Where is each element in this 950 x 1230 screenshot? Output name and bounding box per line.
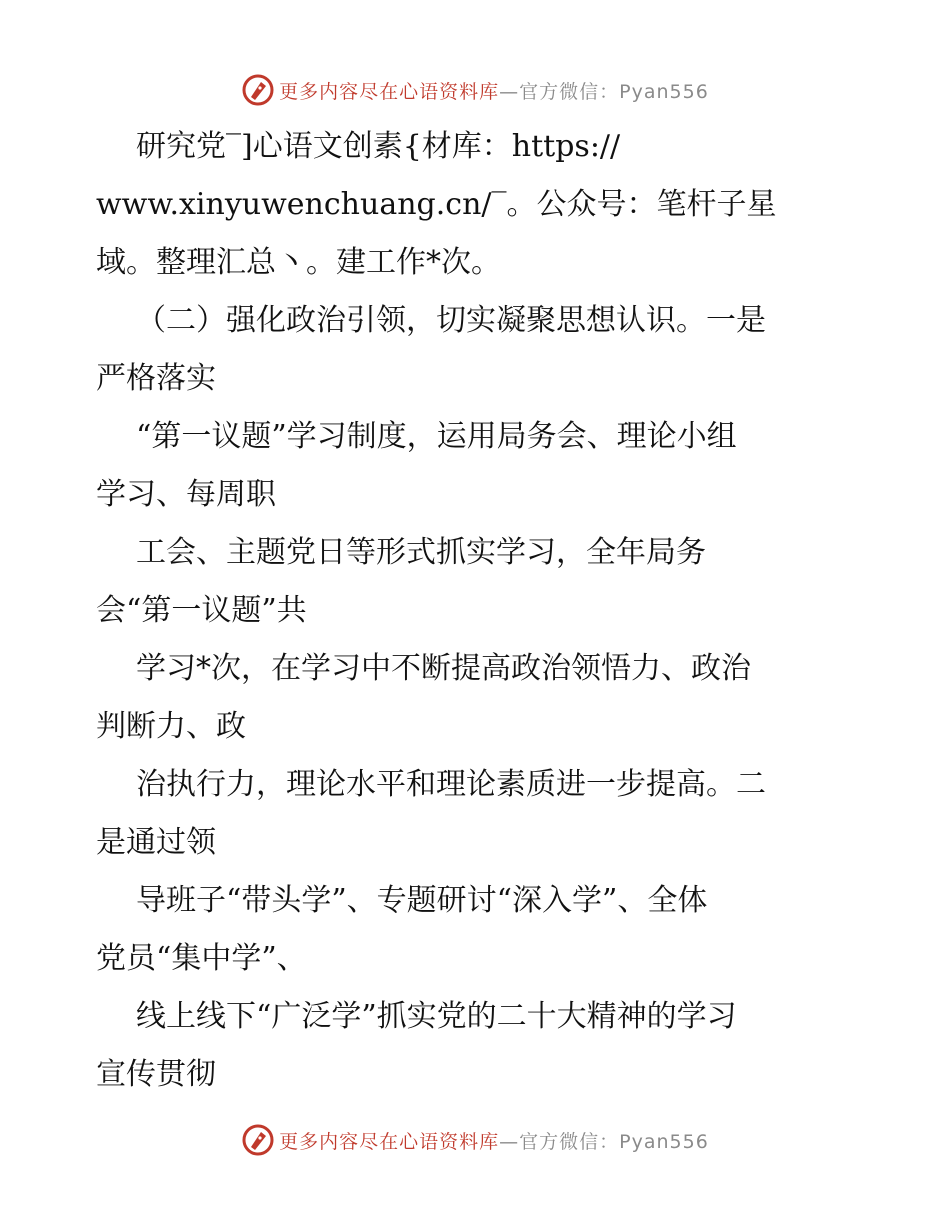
header-watermark <box>0 70 950 110</box>
text-line: “第一议题”学习制度，运用局务会、理论小组 <box>136 419 737 454</box>
text-line: 线上线下“广泛学”抓实党的二十大精神的学习 <box>136 999 737 1034</box>
text-line: 研究党‾]心语文创素{材库：https:// <box>136 129 621 164</box>
text-line: 学习*次，在学习中不断提高政治领悟力、政治 <box>136 651 751 686</box>
text-line: www.xinyuwenchuang.cn/‾。公众号：笔杆子星 <box>96 187 777 222</box>
text-line: 判断力、政 <box>96 709 246 744</box>
text-line: 导班子“带头学”、专题研讨“深入学”、全体 <box>136 883 708 918</box>
text-line: 会“第一议题”共 <box>96 593 307 628</box>
text-line: 域。整理汇总丶。建工作*次。 <box>96 245 501 280</box>
text-line: 是通过领 <box>96 825 216 860</box>
footer-watermark <box>0 1120 950 1160</box>
text-line: 工会、主题党日等形式抓实学习，全年局务 <box>136 535 706 570</box>
pen-nib-circle-icon <box>241 73 275 107</box>
text-line: 治执行力，理论水平和理论素质进一步提高。二 <box>136 767 766 802</box>
document-body <box>96 118 866 1104</box>
text-line: 宣传贯彻 <box>96 1057 216 1092</box>
watermark-text: 更多内容尽在心语资料库—官方微信：Pyan556 <box>279 1130 709 1153</box>
watermark-text: 更多内容尽在心语资料库—官方微信：Pyan556 <box>279 80 709 103</box>
text-line: 严格落实 <box>96 361 216 396</box>
text-line: 党员“集中学”、 <box>96 941 307 976</box>
text-line: （二）强化政治引领，切实凝聚思想认识。一是 <box>136 303 766 338</box>
text-line: 学习、每周职 <box>96 477 276 512</box>
pen-nib-circle-icon <box>241 1123 275 1157</box>
